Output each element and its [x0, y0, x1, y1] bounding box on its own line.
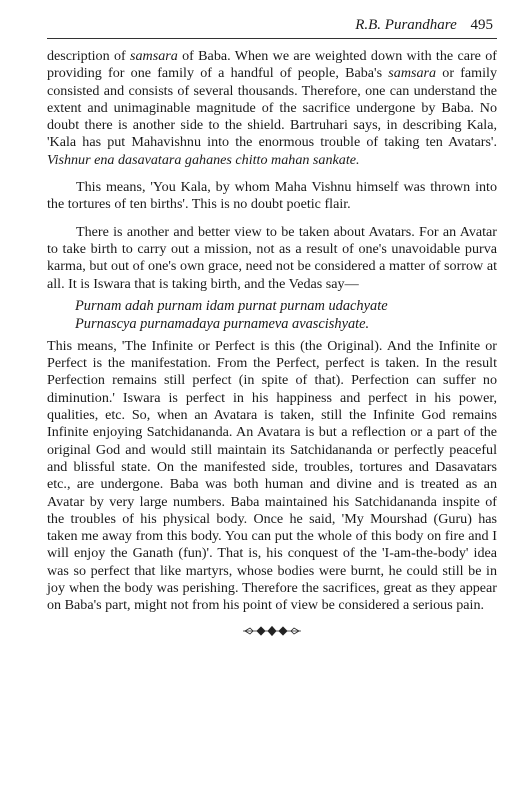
closing-paragraph: This means, 'The Infinite or Perfect is this (the Original). And the Infinite or Perfect is the manifestation. From the Perfect, perfect is taken. In the result Perfection remains still perfect (in spite of that). Perfection can suffer no diminution.' Iswara is perfect in his happiness and perfect in his power, qualities, etc. So, when an Avatara is taken, still the Infinite God remains Infinite enjoying Satchidananda. An Avatara is but a reflection or a part of the original God and would still maintain its Satchidananda or perfectly peaceful and blissful state. On the manifested side, troubles, tortures and Dasavatars etc., are undergone. Baba was both human and divine and is treated as an Avatar by very large numbers. Baba maintained his Satchidananda inspite of the troubles of his physical body. Once he said, 'My Mourshad (Guru) has taken me away from this body. You can put the whole of this body on fire and I will enjoy the Ganath (fun)'. That is, his conquest of the 'I-am-the-body' idea was so perfect that like martyrs, whose bodies were burnt, he could still be in joy when the body was perishing. Therefore the sacrifices, great as they appear on Baba's part, might not from his point of view be considered a serious pain.	[47, 337, 497, 614]
page	[47, 14, 497, 639]
paragraph	[47, 48, 497, 169]
page-number: 495	[470, 17, 493, 33]
italic-text-run: samsara	[388, 65, 437, 82]
italic-text-run: samsara	[130, 48, 178, 64]
paragraph	[47, 179, 497, 214]
running-head-author: R.B. Purandhare	[355, 17, 457, 33]
sanskrit-verse	[75, 297, 497, 333]
page-body	[47, 48, 497, 639]
italic-text-run: Vishnur ena dasavatara gahanes chitto mahan sankate.	[47, 151, 360, 168]
verse-line: Purnascya purnamadaya purnameva avascishyate.	[75, 315, 370, 332]
text-run: description of	[47, 48, 130, 64]
text-run: This means, 'You Kala, by whom Maha Vishnu himself was thrown into the tortures of ten births'. This is no doubt poetic flair.	[47, 179, 497, 213]
decorative-ornament-icon	[47, 625, 497, 639]
running-header	[47, 14, 497, 39]
text-run: or family consisted and consists of several thousands. Therefore, one can understand the extent and unimaginable magnitude of the sacrifice undergone by Baba. No doubt there is another side to the shield. Bartruhari says, in describing Kala, 'Kala has put Mahavishnu into the enormous trouble of taking ten Avatars'.	[47, 65, 497, 151]
text-run: There is another and better view to be taken about Avatars. For an Avatar to take birth to carry out a mission, not as a result of one's unavoidable purva karma, but out of one's own grace, need not be considered a matter of sorrow at all. It is Iswara that is taking birth, and the Vedas say—	[47, 223, 497, 292]
paragraph	[47, 224, 497, 293]
verse-line: Purnam adah purnam idam purnat purnam udachyate	[75, 297, 388, 314]
text-run: of Baba. When we are weighted down with the care of providing for one family of a handful of people, Baba's	[47, 48, 497, 82]
